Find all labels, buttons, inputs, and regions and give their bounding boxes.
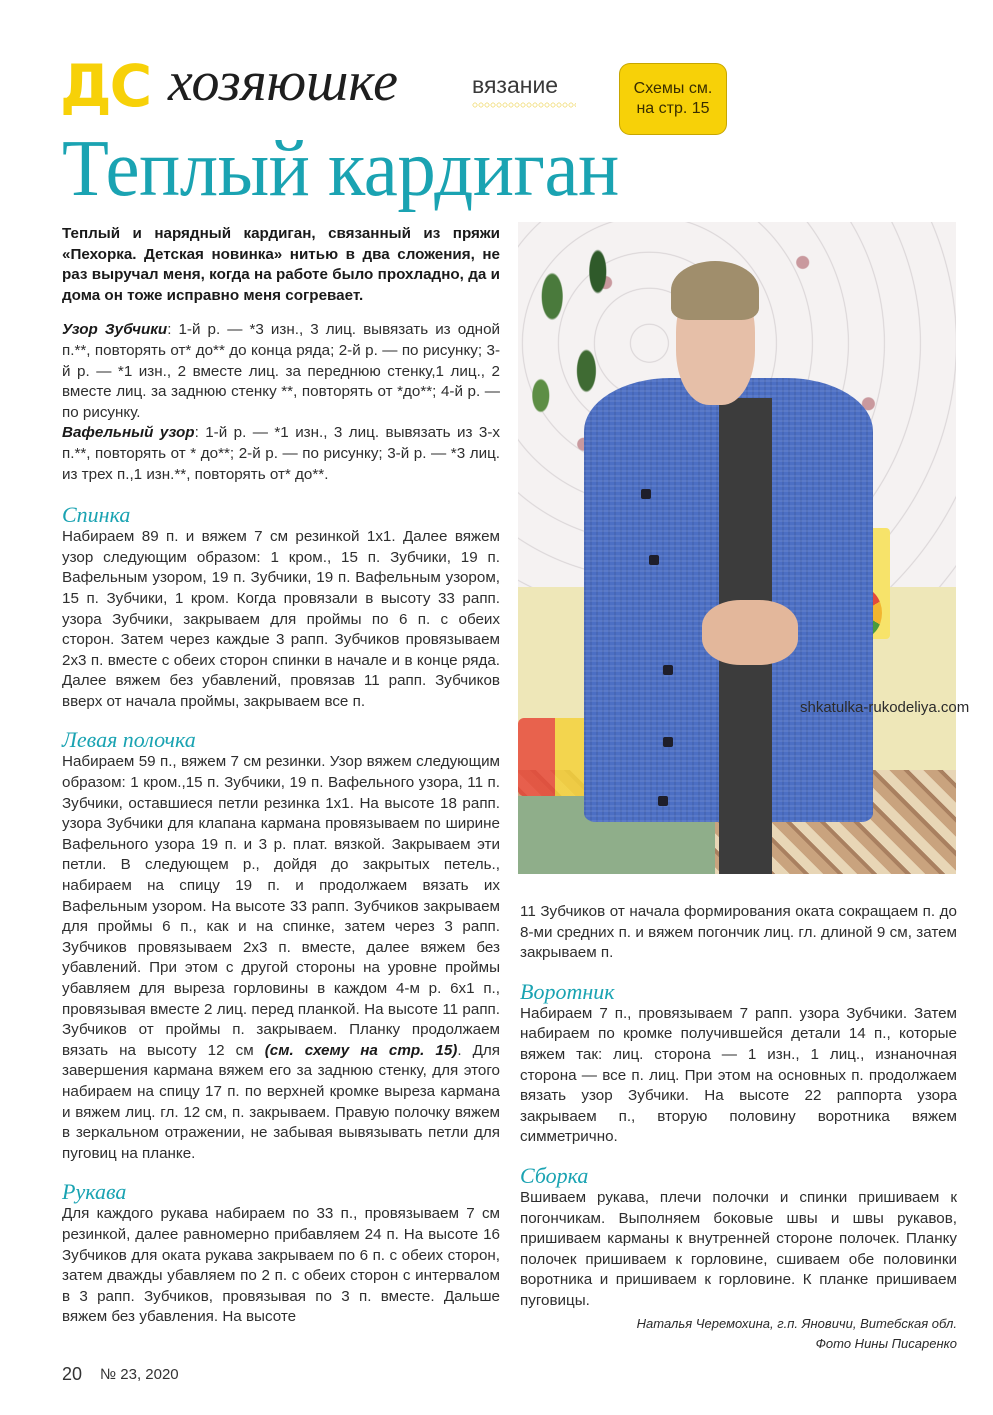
badge-line-2: на стр. 15	[636, 100, 710, 117]
cardigan-photo	[518, 222, 956, 874]
section-text-back: Набираем 89 п. и вяжем 7 см резинкой 1х1. Далее вяжем узор следующим образом: 1 кром., 15 п. Зубчики, 19 п. Вафельным узором, 19 п. Зубчики, 19 п. Вафельным узором, 15 п. Зубчики, 1 кром. Когда провязали в высоту 33 рапп. узора Зубчики, закрываем для проймы по 6 п. с обеих сторон. Затем через каждые 3 рапп. Зубчиков провязываем 2х3 п. вместе с обеих сторон спинки в начале и в конце ряда. Далее вяжем без убавлений, провязав 11 рапп. Зубчиков вверх от начала проймы, закрываем все п.	[62, 528, 500, 710]
section-heading-assembly: Сборка	[520, 1162, 589, 1188]
section-text-assembly: Вшиваем рукава, плечи полочки и спинки пришиваем к погончикам. Выполняем боковые швы и швы рукавов, пришиваем карманы к внутренней стороне полочек. Планку полочек пришиваем к горловине, сшиваем обе половинки воротника и пришиваем к горловине. К планке пришиваем пуговицы.	[520, 1188, 957, 1309]
photo-button	[641, 489, 651, 499]
left-front-text-2: . Для завершения кармана вяжем его за заднюю стенку, для этого набираем на спицу 17 п. по верхней кромке выреза кармана и вяжем лиц. гл. 12 см, п. закрываем. Правую полочку вяжем в зеркальном отражении, не забывая вывязывать петли для пуговиц на планке.	[62, 1041, 501, 1162]
left-column	[62, 224, 500, 1328]
site-watermark: shkatulka-rukodeliya.com	[800, 699, 970, 716]
brand-name: хозяюшке	[168, 51, 399, 113]
brand-logo-mark: ДС	[60, 52, 151, 120]
section-heading-left-front: Левая полочка	[62, 727, 196, 753]
section-heading-sleeves: Рукава	[62, 1179, 127, 1205]
pattern-waffle-text: : 1-й р. — *1 изн., 3 лиц. вывязать из 3-х п.**, повторять от * до**; 2-й р. — по рисунку; 3-й р. — *3 лиц. из трех п.,1 изн.**, повторять от* до**.	[62, 424, 500, 483]
pattern-waffle-name: Вафельный узор	[62, 424, 195, 442]
photo-button	[649, 555, 659, 565]
section-text-sleeves-part1: Для каждого рукава набираем по 33 п., провязываем 7 см резинкой, далее равномерно прибавляем 24 п. На высоте 16 Зубчиков для оката рукава закрываем по 6 п. с обеих сторон, затем дважды убавляем по 2 п. с обеих сторон с интервалом в 3 рапп. Зубчиков, провязывая по 3 п. вместе. Дальше вяжем без убавления. На высоте	[62, 1205, 500, 1326]
photo-credit: Фото Нины Писаренко	[815, 1335, 957, 1351]
section-heading-collar: Воротник	[520, 978, 615, 1004]
section-text-sleeves-part2: 11 Зубчиков от начала формирования оката сокращаем п. до 8-ми средних п. и вяжем погончик лиц. гл. длиной 9 см, затем закрываем п.	[520, 903, 957, 962]
badge-line-1: Схемы см.	[633, 80, 713, 97]
intro-paragraph: Теплый и нарядный кардиган, связанный из пряжи «Пехорка. Детская новинка» нитью в два сложения, не раз выручал меня, когда на работе было прохладно, да и дома он тоже исправно меня согревает.	[62, 225, 500, 304]
article-title: Теплый кардиган	[62, 125, 619, 213]
pattern-teeth	[62, 320, 500, 423]
issue-number: № 23, 2020	[100, 1366, 179, 1383]
pattern-waffle	[62, 423, 500, 485]
scheme-page-reference: (см. схему на стр. 15)	[264, 1041, 458, 1059]
pattern-teeth-name: Узор Зубчики	[62, 321, 168, 339]
photo-button	[658, 796, 668, 806]
right-column	[520, 902, 957, 1354]
photo-button	[663, 665, 673, 675]
section-text-left-front	[62, 752, 500, 1164]
left-front-text-1: Набираем 59 п., вяжем 7 см резинки. Узор вяжем следующим образом: 1 кром.,15 п. Зубчики, 19 п. Вафельного узора, 11 п. Зубчики, оставшиеся петли резинка 1х1. На высоте 18 рапп. узора Зубчики для клапана кармана провязываем по ширине Вафельного узора 19 п. и 3 р. плат. вязкой. Закрываем эти петли. В следующем р., дойдя до закрытых петель., набираем на спицу 19 п. и продолжаем вязать их Вафельным узором. На высоте 33 рапп. Зубчиков закрываем для проймы 6 п., как и на спинке, затем через 3 рапп. Зубчиков провязываем 2х3 п. вместе, далее вяжем без убавлений. При этом с другой стороны на уровне проймы убавляем для выреза горловины в каждом 4-м р. 6х1 п., провязывая вместе 2 лиц. перед планкой. На высоте 11 рапп. Зубчиков от проймы п. закрываем. Планку продолжаем вязать на высоту 12 см	[62, 753, 500, 1059]
photo-button	[663, 737, 673, 747]
photo-hands	[702, 600, 798, 665]
section-label: вязание	[472, 72, 559, 98]
section-text-collar: Набираем 7 п., провязываем 7 рапп. узора Зубчики. Затем набираем по кромке получившейся детали 14 п., которые вяжем так: лиц. сторона — 1 изн., 1 лиц., изнаночная сторона — все п. лиц. При этом на основных п. продолжаем вязать узор Зубчики. На высоте 22 раппорта узора закрываем п., вторую половину воротника вяжем симметрично.	[520, 1004, 957, 1146]
schemes-reference-badge	[622, 66, 724, 132]
section-underline-decoration	[472, 102, 576, 108]
photo-person-hair	[671, 261, 759, 320]
page-number: 20	[62, 1364, 83, 1384]
pattern-teeth-text: : 1-й р. — *3 изн., 3 лиц. вывязать из одной п.**, повторять от* до** до конца ряда; 2-й р. — по рисунку; 3-й р. — *1 изн., 2 вместе лиц. за переднюю стенку,1 лиц., 2 вместе лиц. за заднюю стенку **, повторять от *до**; 4-й р. — по рисунку.	[62, 321, 500, 421]
author-credit: Наталья Черемохина, г.п. Яновичи, Витебская обл.	[636, 1315, 957, 1331]
section-heading-back: Спинка	[62, 502, 131, 528]
